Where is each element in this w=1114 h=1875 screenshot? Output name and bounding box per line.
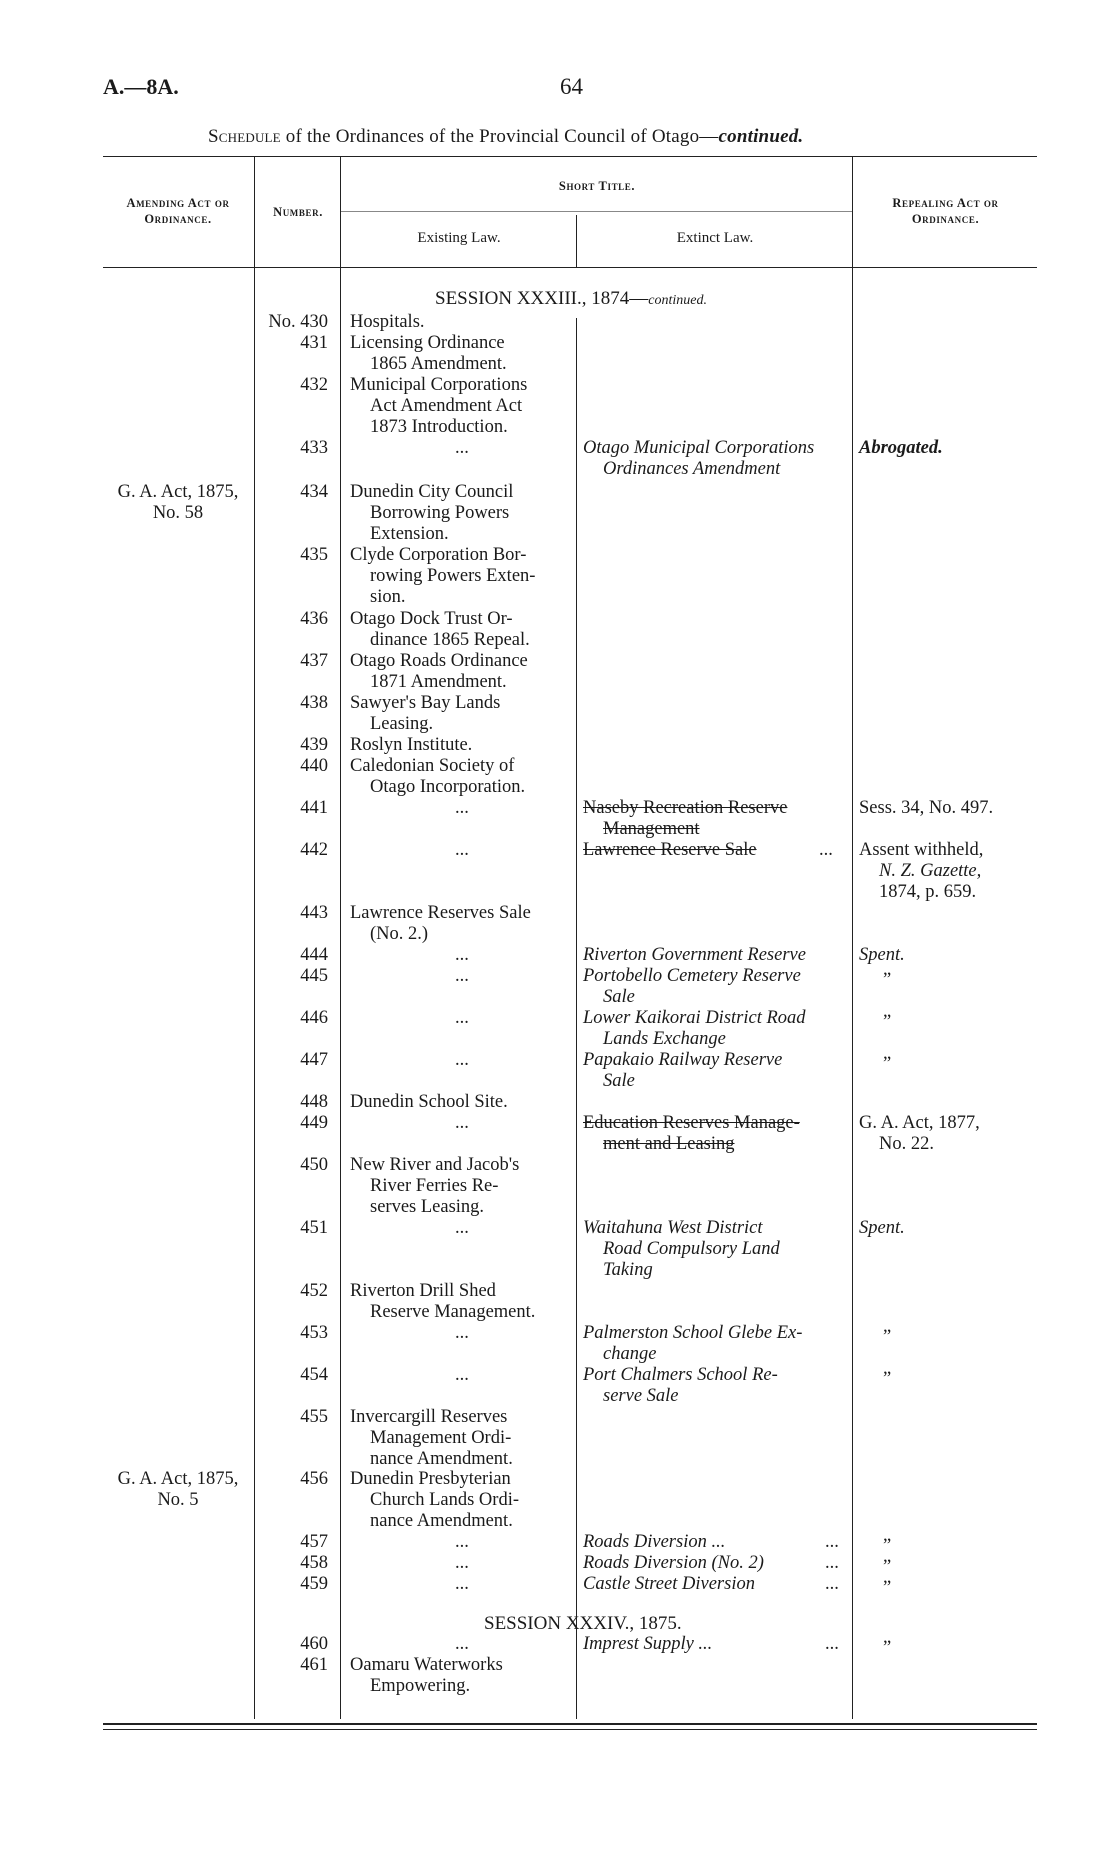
existing-455-line1: Invercargill Reserves bbox=[350, 1407, 508, 1427]
extinct-433 bbox=[583, 438, 853, 480]
number-442: 442 bbox=[300, 840, 328, 860]
existing-456-line3: nance Amendment. bbox=[370, 1511, 513, 1531]
amending-456-line2: No. 5 bbox=[157, 1490, 199, 1510]
number-437: 437 bbox=[300, 651, 328, 671]
existing-435-line3: sion. bbox=[370, 587, 406, 607]
existing-460-ellipsis: ... bbox=[455, 1634, 469, 1654]
existing-433-ellipsis: ... bbox=[455, 438, 469, 458]
existing-455-line2: Management Ordi- bbox=[370, 1428, 512, 1448]
number-439: 439 bbox=[300, 735, 328, 755]
col-rule-number bbox=[340, 156, 341, 268]
extinct-446-line1: Lower Kaikorai District Road bbox=[583, 1008, 806, 1028]
extinct-454-line1: Port Chalmers School Re- bbox=[583, 1365, 778, 1385]
header-extinct-law: Extinct Law. bbox=[676, 230, 754, 246]
extinct-447 bbox=[583, 1050, 853, 1092]
extinct-457-title: Roads Diversion ... bbox=[583, 1532, 726, 1552]
repealing-453-ditto: ” bbox=[883, 1327, 892, 1347]
existing-457-ellipsis: ... bbox=[455, 1532, 469, 1552]
existing-430: Hospitals. bbox=[350, 312, 425, 332]
repealing-446-ditto: ” bbox=[883, 1012, 892, 1032]
extinct-441-line2: Management bbox=[603, 819, 700, 839]
existing-447-ellipsis: ... bbox=[455, 1050, 469, 1070]
extinct-451-line1: Waitahuna West District bbox=[583, 1218, 763, 1238]
existing-436-line1: Otago Dock Trust Or- bbox=[350, 609, 513, 629]
existing-437-line2: 1871 Amendment. bbox=[370, 672, 507, 692]
existing-450 bbox=[350, 1155, 580, 1218]
repealing-442 bbox=[859, 840, 1039, 903]
repealing-433: Abrogated. bbox=[859, 438, 943, 458]
existing-432-line1: Municipal Corporations bbox=[350, 375, 528, 395]
existing-455 bbox=[350, 1407, 580, 1470]
repealing-444: Spent. bbox=[859, 945, 905, 965]
existing-441-ellipsis: ... bbox=[455, 798, 469, 818]
document-reference: A.—8A. bbox=[103, 74, 179, 99]
existing-459-ellipsis: ... bbox=[455, 1574, 469, 1594]
header-amending-line1: Amending Act or bbox=[126, 196, 230, 210]
number-431: 431 bbox=[300, 333, 328, 353]
number-445: 445 bbox=[300, 966, 328, 986]
repealing-442-line2: N. Z. Gazette, bbox=[879, 861, 982, 881]
extinct-442 bbox=[583, 840, 853, 861]
existing-456-line1: Dunedin Presbyterian bbox=[350, 1469, 511, 1489]
existing-451-ellipsis: ... bbox=[455, 1218, 469, 1238]
extinct-442-dots: ... bbox=[819, 840, 833, 860]
number-436: 436 bbox=[300, 609, 328, 629]
number-443: 443 bbox=[300, 903, 328, 923]
caption-lead: Schedule bbox=[208, 126, 281, 147]
amending-434-line2: No. 58 bbox=[152, 503, 204, 523]
existing-438-line2: Leasing. bbox=[370, 714, 434, 734]
existing-445-ellipsis: ... bbox=[455, 966, 469, 986]
existing-452-line1: Riverton Drill Shed bbox=[350, 1281, 496, 1301]
extinct-433-line2: Ordinances Amendment bbox=[603, 459, 781, 479]
existing-437-line1: Otago Roads Ordinance bbox=[350, 651, 528, 671]
number-456: 456 bbox=[300, 1469, 328, 1489]
repealing-458-ditto: ” bbox=[883, 1557, 892, 1577]
table-bottom-rule-1 bbox=[103, 1723, 1037, 1725]
number-432: 432 bbox=[300, 375, 328, 395]
extinct-453-line2: change bbox=[603, 1344, 657, 1364]
extinct-446 bbox=[583, 1008, 853, 1050]
existing-452-line2: Reserve Management. bbox=[370, 1302, 536, 1322]
session-xxxiv-heading: SESSION XXXIV., 1875. bbox=[484, 1613, 682, 1634]
short-title-divider bbox=[341, 211, 852, 212]
existing-438 bbox=[350, 693, 580, 735]
existing-436 bbox=[350, 609, 580, 651]
number-455: 455 bbox=[300, 1407, 328, 1427]
existing-436-line2: dinance 1865 Repeal. bbox=[370, 630, 530, 650]
page-number: 64 bbox=[560, 74, 583, 99]
extinct-458 bbox=[583, 1553, 853, 1574]
number-453: 453 bbox=[300, 1323, 328, 1343]
number-434: 434 bbox=[300, 482, 328, 502]
table-top-rule bbox=[103, 156, 1037, 157]
col-rule-existing bbox=[576, 215, 577, 267]
extinct-445-line1: Portobello Cemetery Reserve bbox=[583, 966, 801, 986]
extinct-433-line1: Otago Municipal Corporations bbox=[583, 438, 815, 458]
header-repealing-line1: Repealing Act or bbox=[892, 196, 999, 210]
table-bottom-rule-2 bbox=[103, 1729, 1037, 1730]
number-435: 435 bbox=[300, 545, 328, 565]
extinct-442-title: Lawrence Reserve Sale bbox=[583, 840, 757, 860]
extinct-454-line2: serve Sale bbox=[603, 1386, 679, 1406]
existing-461-line1: Oamaru Waterworks bbox=[350, 1655, 503, 1675]
existing-446-ellipsis: ... bbox=[455, 1008, 469, 1028]
existing-455-line3: nance Amendment. bbox=[370, 1449, 513, 1469]
repealing-442-line1: Assent withheld, bbox=[859, 840, 984, 860]
existing-456 bbox=[350, 1469, 580, 1532]
extinct-454 bbox=[583, 1365, 853, 1407]
repealing-460-ditto: ” bbox=[883, 1638, 892, 1658]
amending-434-line1: G. A. Act, 1875, bbox=[117, 482, 239, 502]
session-xxxiii-heading bbox=[435, 288, 707, 310]
amending-456-line1: G. A. Act, 1875, bbox=[117, 1469, 239, 1489]
extinct-453 bbox=[583, 1323, 853, 1365]
number-451: 451 bbox=[300, 1218, 328, 1238]
repealing-441: Sess. 34, No. 497. bbox=[859, 798, 994, 818]
number-440: 440 bbox=[300, 756, 328, 776]
extinct-460-title: Imprest Supply ... bbox=[583, 1634, 713, 1654]
existing-440-line1: Caledonian Society of bbox=[350, 756, 515, 776]
extinct-449-line1: Education Reserves Manage- bbox=[583, 1113, 800, 1133]
caption-main: of the Ordinances of the Provincial Council of Otago— bbox=[280, 126, 719, 147]
existing-449-ellipsis: ... bbox=[455, 1113, 469, 1133]
extinct-460 bbox=[583, 1634, 853, 1655]
existing-453-ellipsis: ... bbox=[455, 1323, 469, 1343]
existing-440-line2: Otago Incorporation. bbox=[370, 777, 526, 797]
header-existing-law: Existing Law. bbox=[417, 230, 501, 246]
repealing-449-line2: No. 22. bbox=[879, 1134, 934, 1154]
existing-461-line2: Empowering. bbox=[370, 1676, 471, 1696]
number-433: 433 bbox=[300, 438, 328, 458]
extinct-441-line1: Naseby Recreation Reserve bbox=[583, 798, 788, 818]
number-441: 441 bbox=[300, 798, 328, 818]
existing-450-line2: River Ferries Re- bbox=[370, 1176, 499, 1196]
repealing-457-ditto: ” bbox=[883, 1536, 892, 1556]
extinct-459-dots: ... bbox=[825, 1574, 839, 1594]
extinct-451-line2: Road Compulsory Land bbox=[603, 1239, 780, 1259]
col-rule-amending bbox=[254, 156, 255, 268]
number-444: 444 bbox=[300, 945, 328, 965]
extinct-457 bbox=[583, 1532, 853, 1553]
header-repealing-line2: Ordinance. bbox=[911, 212, 980, 226]
repealing-459-ditto: ” bbox=[883, 1578, 892, 1598]
existing-450-line1: New River and Jacob's bbox=[350, 1155, 520, 1175]
existing-440 bbox=[350, 756, 580, 798]
existing-432-line3: 1873 Introduction. bbox=[370, 417, 508, 437]
repealing-449-line1: G. A. Act, 1877, bbox=[859, 1113, 980, 1133]
extinct-449 bbox=[583, 1113, 853, 1155]
existing-435-line2: rowing Powers Exten- bbox=[370, 566, 536, 586]
number-430: No. 430 bbox=[268, 312, 328, 332]
number-447: 447 bbox=[300, 1050, 328, 1070]
extinct-444: Riverton Government Reserve bbox=[583, 945, 806, 965]
header-number: Number. bbox=[273, 205, 323, 219]
number-452: 452 bbox=[300, 1281, 328, 1301]
existing-450-line3: serves Leasing. bbox=[370, 1197, 485, 1217]
existing-444-ellipsis: ... bbox=[455, 945, 469, 965]
extinct-447-line1: Papakaio Railway Reserve bbox=[583, 1050, 783, 1070]
extinct-453-line1: Palmerston School Glebe Ex- bbox=[583, 1323, 803, 1343]
number-450: 450 bbox=[300, 1155, 328, 1175]
header-repealing bbox=[854, 195, 1037, 227]
existing-434 bbox=[350, 482, 580, 545]
extinct-441 bbox=[583, 798, 853, 840]
extinct-451-line3: Taking bbox=[603, 1260, 653, 1280]
session-xxxiii-continued: continued. bbox=[648, 293, 707, 308]
schedule-caption bbox=[208, 126, 803, 148]
header-short-title: Short Title. bbox=[558, 179, 636, 193]
extinct-449-line2: ment and Leasing bbox=[603, 1134, 735, 1154]
number-457: 457 bbox=[300, 1532, 328, 1552]
existing-443-line1: Lawrence Reserves Sale bbox=[350, 903, 531, 923]
existing-435 bbox=[350, 545, 580, 608]
existing-443-line2: (No. 2.) bbox=[370, 924, 429, 944]
number-460: 460 bbox=[300, 1634, 328, 1654]
existing-434-line3: Extension. bbox=[370, 524, 449, 544]
number-461: 461 bbox=[300, 1655, 328, 1675]
extinct-451 bbox=[583, 1218, 853, 1281]
number-448: 448 bbox=[300, 1092, 328, 1112]
repealing-442-line3: 1874, p. 659. bbox=[879, 882, 977, 902]
existing-432 bbox=[350, 375, 580, 438]
extinct-459 bbox=[583, 1574, 853, 1595]
number-454: 454 bbox=[300, 1365, 328, 1385]
extinct-460-dots: ... bbox=[825, 1634, 839, 1654]
existing-454-ellipsis: ... bbox=[455, 1365, 469, 1385]
existing-435-line1: Clyde Corporation Bor- bbox=[350, 545, 527, 565]
existing-437 bbox=[350, 651, 580, 693]
existing-434-line1: Dunedin City Council bbox=[350, 482, 514, 502]
number-449: 449 bbox=[300, 1113, 328, 1133]
number-459: 459 bbox=[300, 1574, 328, 1594]
repealing-451: Spent. bbox=[859, 1218, 905, 1238]
caption-tail: continued. bbox=[718, 126, 804, 147]
extinct-445 bbox=[583, 966, 853, 1008]
header-amending bbox=[103, 195, 253, 227]
extinct-459-title: Castle Street Diversion bbox=[583, 1574, 755, 1594]
existing-439: Roslyn Institute. bbox=[350, 735, 473, 755]
extinct-458-title: Roads Diversion (No. 2) bbox=[583, 1553, 764, 1573]
existing-458-ellipsis: ... bbox=[455, 1553, 469, 1573]
existing-431 bbox=[350, 333, 580, 375]
existing-452 bbox=[350, 1281, 580, 1323]
extinct-445-line2: Sale bbox=[603, 987, 635, 1007]
session-xxxiii-label: SESSION XXXIII., 1874— bbox=[435, 288, 649, 309]
col-rule-extinct bbox=[852, 156, 853, 268]
extinct-447-line2: Sale bbox=[603, 1071, 635, 1091]
existing-431-line1: Licensing Ordinance bbox=[350, 333, 505, 353]
extinct-446-line2: Lands Exchange bbox=[603, 1029, 726, 1049]
existing-438-line1: Sawyer's Bay Lands bbox=[350, 693, 501, 713]
header-amending-line2: Ordinance. bbox=[144, 212, 212, 226]
existing-442-ellipsis: ... bbox=[455, 840, 469, 860]
repealing-449 bbox=[859, 1113, 1039, 1155]
existing-434-line2: Borrowing Powers bbox=[370, 503, 510, 523]
existing-461 bbox=[350, 1655, 580, 1697]
existing-456-line2: Church Lands Ordi- bbox=[370, 1490, 519, 1510]
repealing-447-ditto: ” bbox=[883, 1054, 892, 1074]
existing-443 bbox=[350, 903, 580, 945]
existing-431-line2: 1865 Amendment. bbox=[370, 354, 507, 374]
repealing-445-ditto: ” bbox=[883, 970, 892, 990]
header-bottom-rule bbox=[103, 267, 1037, 268]
existing-432-line2: Act Amendment Act bbox=[370, 396, 523, 416]
number-446: 446 bbox=[300, 1008, 328, 1028]
number-438: 438 bbox=[300, 693, 328, 713]
number-458: 458 bbox=[300, 1553, 328, 1573]
existing-448: Dunedin School Site. bbox=[350, 1092, 508, 1112]
extinct-457-dots: ... bbox=[825, 1532, 839, 1552]
extinct-458-dots: ... bbox=[825, 1553, 839, 1573]
repealing-454-ditto: ” bbox=[883, 1369, 892, 1389]
col-rule-number-body bbox=[340, 268, 341, 1719]
